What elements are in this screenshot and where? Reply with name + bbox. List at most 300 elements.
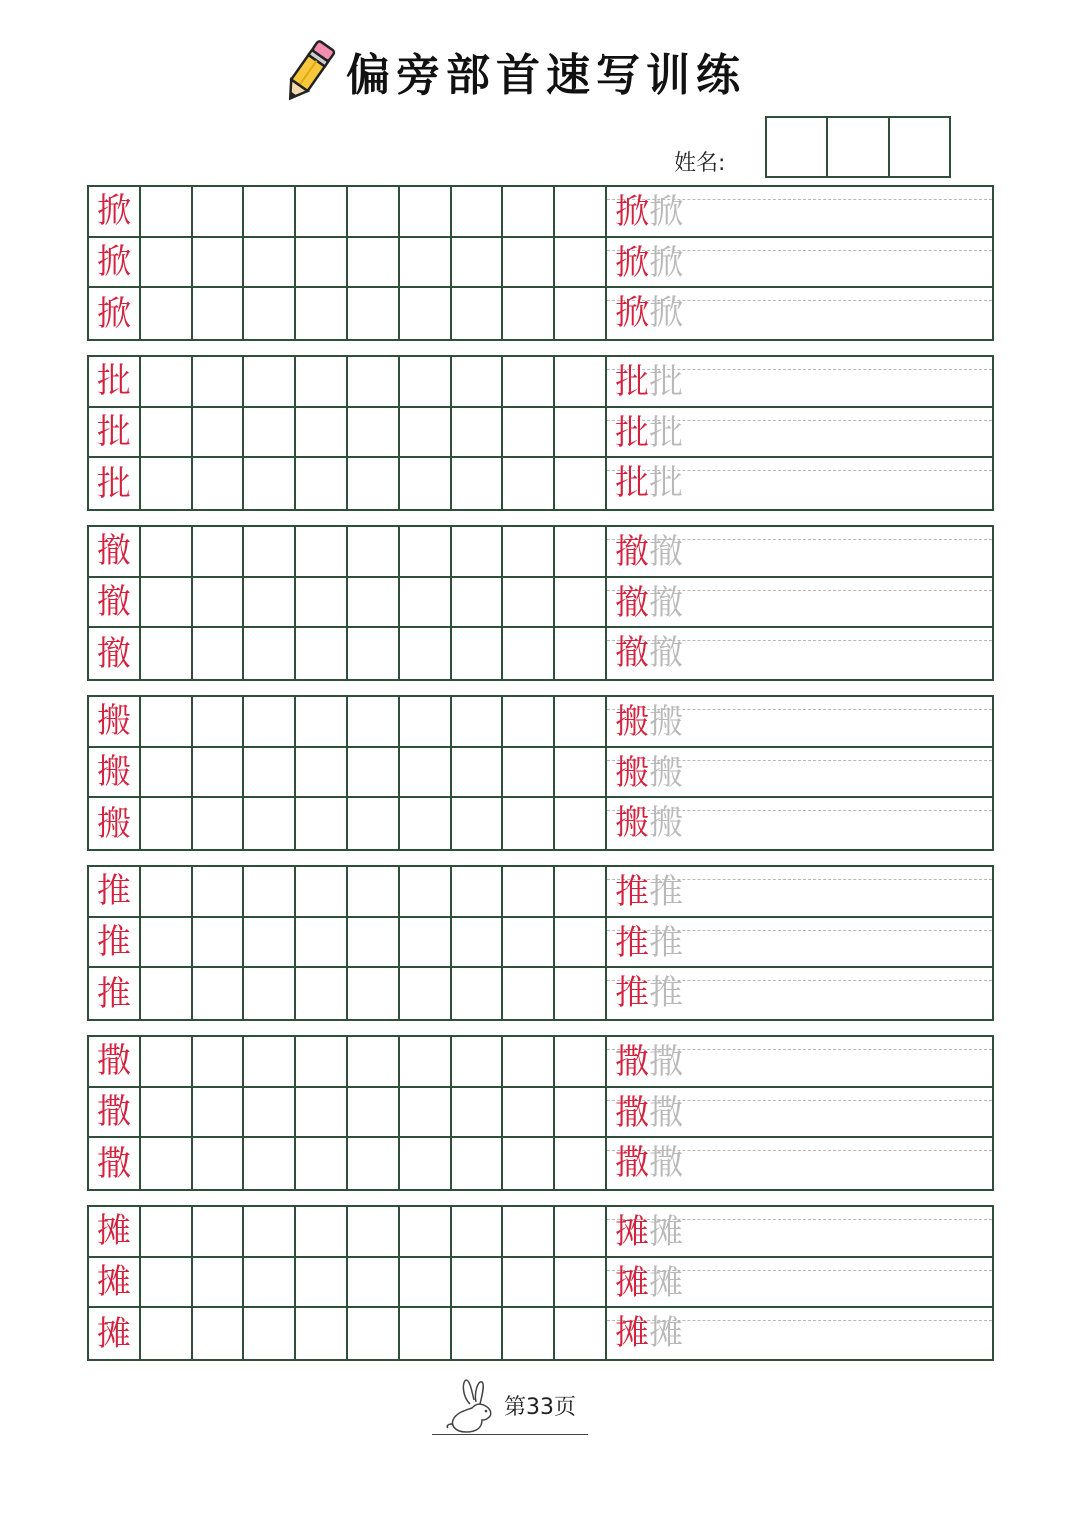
trace-gray-char: 搬 bbox=[649, 702, 683, 742]
writing-cell[interactable] bbox=[400, 798, 452, 849]
writing-cell[interactable] bbox=[244, 1088, 296, 1137]
writing-cell[interactable] bbox=[244, 1138, 296, 1189]
writing-cell[interactable] bbox=[193, 357, 245, 406]
writing-cell[interactable] bbox=[193, 288, 245, 339]
writing-cell[interactable] bbox=[452, 527, 504, 576]
tian-grid bbox=[89, 527, 607, 679]
writing-cell[interactable] bbox=[244, 968, 296, 1019]
writing-cell[interactable] bbox=[503, 697, 555, 746]
writing-cell[interactable] bbox=[400, 578, 452, 627]
writing-cell[interactable] bbox=[503, 578, 555, 627]
writing-cell[interactable] bbox=[193, 1138, 245, 1189]
trace-model-char: 撒 bbox=[615, 1143, 649, 1184]
model-char: 批 bbox=[96, 411, 131, 452]
writing-cell[interactable] bbox=[348, 288, 400, 339]
writing-cell[interactable] bbox=[348, 238, 400, 287]
model-cell bbox=[89, 1258, 141, 1307]
writing-cell[interactable] bbox=[296, 918, 348, 967]
writing-cell[interactable] bbox=[400, 1207, 452, 1256]
writing-cell[interactable] bbox=[193, 187, 245, 236]
grid-row bbox=[89, 408, 607, 459]
writing-cell[interactable] bbox=[452, 628, 504, 679]
grid-row bbox=[89, 288, 607, 339]
model-char: 掀 bbox=[96, 241, 131, 282]
grid-row bbox=[89, 918, 607, 969]
writing-cell[interactable] bbox=[400, 748, 452, 797]
writing-cell[interactable] bbox=[452, 288, 504, 339]
trace-row[interactable] bbox=[607, 798, 992, 849]
writing-cell[interactable] bbox=[503, 357, 555, 406]
writing-cell[interactable] bbox=[503, 238, 555, 287]
writing-cell[interactable] bbox=[452, 748, 504, 797]
writing-cell[interactable] bbox=[141, 918, 193, 967]
writing-cell[interactable] bbox=[193, 1037, 245, 1086]
writing-cell[interactable] bbox=[193, 628, 245, 679]
writing-cell[interactable] bbox=[400, 628, 452, 679]
writing-cell[interactable] bbox=[555, 1088, 607, 1137]
writing-cell[interactable] bbox=[244, 867, 296, 916]
writing-cell[interactable] bbox=[193, 1258, 245, 1307]
writing-cell[interactable] bbox=[452, 458, 504, 509]
writing-cell[interactable] bbox=[503, 968, 555, 1019]
writing-cell[interactable] bbox=[400, 1088, 452, 1137]
writing-cell[interactable] bbox=[348, 408, 400, 457]
model-char: 推 bbox=[96, 921, 131, 962]
footer-underline bbox=[432, 1434, 588, 1435]
writing-cell[interactable] bbox=[244, 748, 296, 797]
writing-cell[interactable] bbox=[348, 357, 400, 406]
practice-groups bbox=[87, 185, 994, 1375]
writing-cell[interactable] bbox=[296, 1037, 348, 1086]
writing-cell[interactable] bbox=[244, 628, 296, 679]
trace-row[interactable] bbox=[607, 968, 992, 1019]
grid-row bbox=[89, 458, 607, 509]
trace-row[interactable] bbox=[607, 628, 992, 679]
writing-cell[interactable] bbox=[193, 697, 245, 746]
trace-row[interactable] bbox=[607, 458, 992, 509]
writing-cell[interactable] bbox=[452, 1258, 504, 1307]
writing-cell[interactable] bbox=[400, 697, 452, 746]
writing-cell[interactable] bbox=[296, 968, 348, 1019]
name-label: 姓名: bbox=[674, 151, 726, 176]
writing-cell[interactable] bbox=[141, 1037, 193, 1086]
writing-cell[interactable] bbox=[555, 408, 607, 457]
writing-cell[interactable] bbox=[244, 1258, 296, 1307]
writing-cell[interactable] bbox=[555, 288, 607, 339]
trace-model-char: 批 bbox=[615, 412, 649, 453]
trace-model-char: 摊 bbox=[615, 1212, 649, 1252]
tian-grid bbox=[89, 357, 607, 509]
writing-cell[interactable] bbox=[296, 1138, 348, 1189]
writing-cell[interactable] bbox=[452, 867, 504, 916]
writing-cell[interactable] bbox=[452, 918, 504, 967]
writing-cell[interactable] bbox=[452, 1138, 504, 1189]
writing-cell[interactable] bbox=[244, 408, 296, 457]
model-char: 撤 bbox=[96, 581, 131, 622]
trace-gray-char: 掀 bbox=[649, 242, 683, 283]
writing-cell[interactable] bbox=[141, 1308, 193, 1359]
writing-cell[interactable] bbox=[141, 748, 193, 797]
writing-cell[interactable] bbox=[296, 1258, 348, 1307]
writing-cell[interactable] bbox=[400, 1138, 452, 1189]
trace-row[interactable] bbox=[607, 918, 992, 969]
trace-row[interactable] bbox=[607, 867, 992, 918]
page-number: 第33页 bbox=[504, 1395, 576, 1420]
trace-model-char: 搬 bbox=[615, 752, 649, 793]
writing-cell[interactable] bbox=[296, 628, 348, 679]
writing-cell[interactable] bbox=[400, 357, 452, 406]
writing-cell[interactable] bbox=[244, 578, 296, 627]
writing-cell[interactable] bbox=[348, 527, 400, 576]
writing-cell[interactable] bbox=[244, 1308, 296, 1359]
writing-cell[interactable] bbox=[400, 1308, 452, 1359]
grid-row bbox=[89, 1138, 607, 1189]
writing-cell[interactable] bbox=[296, 748, 348, 797]
writing-cell[interactable] bbox=[348, 1308, 400, 1359]
writing-cell[interactable] bbox=[555, 1138, 607, 1189]
tian-grid bbox=[89, 867, 607, 1019]
grid-row bbox=[89, 1088, 607, 1139]
writing-cell[interactable] bbox=[348, 918, 400, 967]
writing-cell[interactable] bbox=[555, 1258, 607, 1307]
practice-group bbox=[87, 1035, 994, 1191]
trace-gray-char: 撒 bbox=[649, 1042, 683, 1082]
model-char: 批 bbox=[96, 361, 131, 402]
writing-cell[interactable] bbox=[400, 1258, 452, 1307]
writing-cell[interactable] bbox=[400, 288, 452, 339]
writing-cell[interactable] bbox=[555, 798, 607, 849]
model-char: 搬 bbox=[96, 803, 131, 844]
writing-cell[interactable] bbox=[244, 357, 296, 406]
trace-row[interactable] bbox=[607, 1088, 992, 1139]
name-box[interactable] bbox=[767, 118, 828, 176]
writing-cell[interactable] bbox=[555, 748, 607, 797]
writing-cell[interactable] bbox=[193, 748, 245, 797]
trace-row[interactable] bbox=[607, 527, 992, 578]
writing-cell[interactable] bbox=[244, 1037, 296, 1086]
writing-cell[interactable] bbox=[244, 1207, 296, 1256]
writing-cell[interactable] bbox=[555, 1207, 607, 1256]
writing-cell[interactable] bbox=[400, 918, 452, 967]
trace-gray-char: 搬 bbox=[649, 803, 683, 844]
writing-cell[interactable] bbox=[452, 1308, 504, 1359]
writing-cell[interactable] bbox=[503, 1308, 555, 1359]
writing-cell[interactable] bbox=[452, 798, 504, 849]
writing-cell[interactable] bbox=[555, 918, 607, 967]
trace-chars bbox=[615, 973, 683, 1014]
trace-chars bbox=[615, 922, 683, 963]
model-cell bbox=[89, 408, 141, 457]
page-header bbox=[0, 0, 1080, 185]
grid-row bbox=[89, 697, 607, 748]
writing-cell[interactable] bbox=[296, 527, 348, 576]
writing-cell[interactable] bbox=[193, 918, 245, 967]
writing-cell[interactable] bbox=[348, 1088, 400, 1137]
trace-gray-char: 撒 bbox=[649, 1092, 683, 1133]
name-box[interactable] bbox=[828, 118, 889, 176]
writing-cell[interactable] bbox=[193, 238, 245, 287]
writing-cell[interactable] bbox=[141, 578, 193, 627]
writing-cell[interactable] bbox=[400, 458, 452, 509]
writing-cell[interactable] bbox=[348, 628, 400, 679]
trace-model-char: 批 bbox=[615, 362, 649, 402]
writing-cell[interactable] bbox=[452, 578, 504, 627]
trace-model-char: 摊 bbox=[615, 1313, 649, 1354]
trace-chars bbox=[615, 532, 683, 572]
writing-cell[interactable] bbox=[348, 798, 400, 849]
writing-cell[interactable] bbox=[296, 867, 348, 916]
writing-cell[interactable] bbox=[141, 357, 193, 406]
writing-cell[interactable] bbox=[555, 628, 607, 679]
trace-model-char: 撤 bbox=[615, 532, 649, 572]
writing-cell[interactable] bbox=[452, 408, 504, 457]
trace-row[interactable] bbox=[607, 408, 992, 459]
grid-row bbox=[89, 798, 607, 849]
trace-row[interactable] bbox=[607, 1037, 992, 1088]
writing-cell[interactable] bbox=[452, 238, 504, 287]
grid-row bbox=[89, 357, 607, 408]
writing-cell[interactable] bbox=[555, 187, 607, 236]
writing-cell[interactable] bbox=[503, 408, 555, 457]
trace-gray-char: 推 bbox=[649, 973, 683, 1014]
writing-cell[interactable] bbox=[244, 527, 296, 576]
writing-cell[interactable] bbox=[244, 918, 296, 967]
writing-cell[interactable] bbox=[244, 458, 296, 509]
writing-cell[interactable] bbox=[193, 1308, 245, 1359]
model-cell bbox=[89, 527, 141, 576]
writing-cell[interactable] bbox=[193, 458, 245, 509]
writing-cell[interactable] bbox=[400, 238, 452, 287]
trace-chars bbox=[615, 412, 683, 453]
writing-cell[interactable] bbox=[503, 187, 555, 236]
writing-cell[interactable] bbox=[503, 748, 555, 797]
writing-cell[interactable] bbox=[503, 1088, 555, 1137]
writing-cell[interactable] bbox=[244, 288, 296, 339]
trace-chars bbox=[615, 872, 683, 912]
grid-row bbox=[89, 1037, 607, 1088]
grid-row bbox=[89, 1207, 607, 1258]
writing-cell[interactable] bbox=[452, 1037, 504, 1086]
writing-cell[interactable] bbox=[296, 288, 348, 339]
writing-cell[interactable] bbox=[348, 748, 400, 797]
writing-cell[interactable] bbox=[400, 527, 452, 576]
trace-row[interactable] bbox=[607, 1258, 992, 1309]
writing-cell[interactable] bbox=[244, 187, 296, 236]
trace-chars bbox=[615, 702, 683, 742]
writing-cell[interactable] bbox=[555, 867, 607, 916]
writing-cell[interactable] bbox=[141, 1258, 193, 1307]
writing-cell[interactable] bbox=[348, 578, 400, 627]
writing-cell[interactable] bbox=[193, 968, 245, 1019]
writing-cell[interactable] bbox=[193, 578, 245, 627]
writing-cell[interactable] bbox=[193, 798, 245, 849]
writing-cell[interactable] bbox=[296, 357, 348, 406]
writing-cell[interactable] bbox=[555, 238, 607, 287]
name-boxes bbox=[765, 116, 951, 178]
writing-cell[interactable] bbox=[348, 458, 400, 509]
trace-chars bbox=[615, 1313, 683, 1354]
model-cell bbox=[89, 357, 141, 406]
model-char: 撒 bbox=[96, 1143, 131, 1184]
writing-cell[interactable] bbox=[296, 1088, 348, 1137]
writing-cell[interactable] bbox=[296, 1207, 348, 1256]
writing-cell[interactable] bbox=[555, 458, 607, 509]
model-cell bbox=[89, 1207, 141, 1256]
trace-lines bbox=[607, 1207, 992, 1359]
writing-cell[interactable] bbox=[141, 1207, 193, 1256]
writing-cell[interactable] bbox=[452, 697, 504, 746]
writing-cell[interactable] bbox=[452, 187, 504, 236]
writing-cell[interactable] bbox=[400, 867, 452, 916]
writing-cell[interactable] bbox=[503, 1258, 555, 1307]
trace-row[interactable] bbox=[607, 187, 992, 238]
writing-cell[interactable] bbox=[141, 697, 193, 746]
writing-cell[interactable] bbox=[555, 527, 607, 576]
model-char: 搬 bbox=[96, 751, 131, 792]
writing-cell[interactable] bbox=[503, 918, 555, 967]
writing-cell[interactable] bbox=[503, 1138, 555, 1189]
writing-cell[interactable] bbox=[193, 408, 245, 457]
writing-cell[interactable] bbox=[193, 867, 245, 916]
writing-cell[interactable] bbox=[555, 357, 607, 406]
writing-cell[interactable] bbox=[400, 187, 452, 236]
writing-cell[interactable] bbox=[348, 867, 400, 916]
writing-cell[interactable] bbox=[452, 1207, 504, 1256]
writing-cell[interactable] bbox=[141, 1138, 193, 1189]
writing-cell[interactable] bbox=[555, 1037, 607, 1086]
trace-row[interactable] bbox=[607, 238, 992, 289]
trace-row[interactable] bbox=[607, 288, 992, 339]
model-cell bbox=[89, 628, 141, 679]
trace-row[interactable] bbox=[607, 357, 992, 408]
trace-model-char: 推 bbox=[615, 872, 649, 912]
writing-cell[interactable] bbox=[296, 697, 348, 746]
grid-row bbox=[89, 867, 607, 918]
trace-model-char: 搬 bbox=[615, 702, 649, 742]
trace-row[interactable] bbox=[607, 748, 992, 799]
model-cell bbox=[89, 1308, 141, 1359]
writing-cell[interactable] bbox=[555, 1308, 607, 1359]
writing-cell[interactable] bbox=[296, 408, 348, 457]
writing-cell[interactable] bbox=[400, 408, 452, 457]
model-char: 搬 bbox=[96, 701, 131, 742]
trace-model-char: 掀 bbox=[615, 293, 649, 334]
trace-row[interactable] bbox=[607, 697, 992, 748]
writing-cell[interactable] bbox=[503, 527, 555, 576]
writing-cell[interactable] bbox=[555, 697, 607, 746]
writing-cell[interactable] bbox=[503, 628, 555, 679]
writing-cell[interactable] bbox=[141, 408, 193, 457]
trace-gray-char: 撒 bbox=[649, 1143, 683, 1184]
writing-cell[interactable] bbox=[244, 697, 296, 746]
writing-cell[interactable] bbox=[296, 798, 348, 849]
writing-cell[interactable] bbox=[141, 968, 193, 1019]
writing-cell[interactable] bbox=[503, 867, 555, 916]
page-footer bbox=[430, 1374, 590, 1438]
writing-cell[interactable] bbox=[141, 1088, 193, 1137]
writing-cell[interactable] bbox=[452, 1088, 504, 1137]
trace-model-char: 撤 bbox=[615, 633, 649, 674]
writing-cell[interactable] bbox=[244, 798, 296, 849]
rabbit-icon bbox=[440, 1374, 500, 1434]
writing-cell[interactable] bbox=[244, 238, 296, 287]
writing-cell[interactable] bbox=[141, 798, 193, 849]
trace-model-char: 推 bbox=[615, 922, 649, 963]
trace-lines bbox=[607, 527, 992, 679]
model-char: 撤 bbox=[96, 633, 131, 674]
writing-cell[interactable] bbox=[141, 628, 193, 679]
writing-cell[interactable] bbox=[348, 1207, 400, 1256]
writing-cell[interactable] bbox=[296, 187, 348, 236]
writing-cell[interactable] bbox=[503, 1037, 555, 1086]
writing-cell[interactable] bbox=[452, 968, 504, 1019]
writing-cell[interactable] bbox=[452, 357, 504, 406]
trace-chars bbox=[615, 192, 683, 232]
trace-row[interactable] bbox=[607, 1207, 992, 1258]
writing-cell[interactable] bbox=[348, 968, 400, 1019]
trace-row[interactable] bbox=[607, 1138, 992, 1189]
model-char: 撒 bbox=[96, 1041, 131, 1082]
writing-cell[interactable] bbox=[193, 1088, 245, 1137]
name-box[interactable] bbox=[890, 118, 949, 176]
writing-cell[interactable] bbox=[348, 1138, 400, 1189]
writing-cell[interactable] bbox=[503, 1207, 555, 1256]
grid-row bbox=[89, 578, 607, 629]
writing-cell[interactable] bbox=[141, 187, 193, 236]
writing-cell[interactable] bbox=[141, 238, 193, 287]
trace-chars bbox=[615, 1042, 683, 1082]
trace-gray-char: 摊 bbox=[649, 1212, 683, 1252]
trace-row[interactable] bbox=[607, 1308, 992, 1359]
writing-cell[interactable] bbox=[555, 578, 607, 627]
writing-cell[interactable] bbox=[296, 238, 348, 287]
writing-cell[interactable] bbox=[348, 1258, 400, 1307]
page-title: 偏旁部首速写训练 bbox=[346, 50, 746, 101]
writing-cell[interactable] bbox=[296, 458, 348, 509]
writing-cell[interactable] bbox=[296, 578, 348, 627]
trace-chars bbox=[615, 463, 683, 504]
trace-chars bbox=[615, 1143, 683, 1184]
trace-model-char: 掀 bbox=[615, 192, 649, 232]
practice-group bbox=[87, 865, 994, 1021]
grid-row bbox=[89, 1258, 607, 1309]
writing-cell[interactable] bbox=[141, 867, 193, 916]
writing-cell[interactable] bbox=[555, 968, 607, 1019]
writing-cell[interactable] bbox=[348, 1037, 400, 1086]
writing-cell[interactable] bbox=[296, 1308, 348, 1359]
writing-cell[interactable] bbox=[141, 288, 193, 339]
writing-cell[interactable] bbox=[141, 458, 193, 509]
practice-group bbox=[87, 525, 994, 681]
writing-cell[interactable] bbox=[193, 527, 245, 576]
writing-cell[interactable] bbox=[193, 1207, 245, 1256]
trace-gray-char: 撤 bbox=[649, 633, 683, 674]
writing-cell[interactable] bbox=[503, 798, 555, 849]
tian-grid bbox=[89, 697, 607, 849]
practice-group bbox=[87, 1205, 994, 1361]
writing-cell[interactable] bbox=[141, 527, 193, 576]
writing-cell[interactable] bbox=[400, 1037, 452, 1086]
trace-gray-char: 摊 bbox=[649, 1313, 683, 1354]
writing-cell[interactable] bbox=[400, 968, 452, 1019]
writing-cell[interactable] bbox=[348, 697, 400, 746]
writing-cell[interactable] bbox=[348, 187, 400, 236]
model-cell bbox=[89, 238, 141, 287]
writing-cell[interactable] bbox=[503, 288, 555, 339]
model-char: 批 bbox=[96, 463, 131, 504]
trace-row[interactable] bbox=[607, 578, 992, 629]
writing-cell[interactable] bbox=[503, 458, 555, 509]
